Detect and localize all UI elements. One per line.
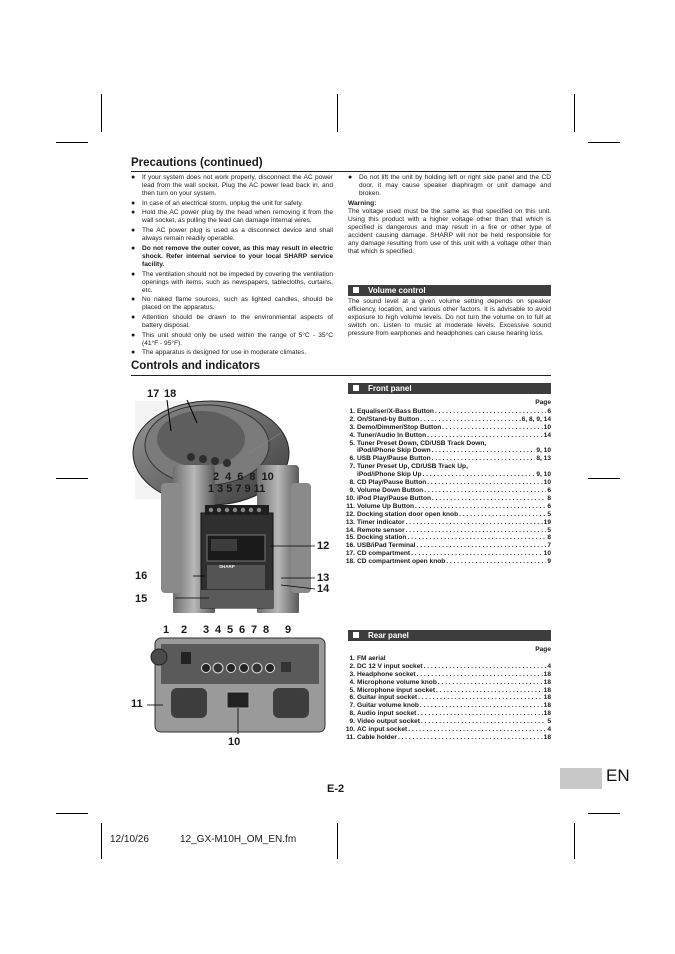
page-number: E-2 (327, 783, 345, 795)
item-number: 8. (349, 479, 355, 487)
language-label: EN (606, 766, 630, 785)
item-page: 4 (547, 726, 551, 734)
square-icon (353, 385, 359, 391)
index-row (341, 527, 551, 535)
item-page: 8, 13 (536, 455, 551, 463)
leader-dots (415, 503, 546, 511)
item-label: Guitar volume knob (357, 702, 419, 710)
diagram-label: 2 (181, 624, 188, 636)
item-label: Docking station (357, 534, 407, 542)
page-column-label: Page (535, 399, 551, 406)
index-row (341, 655, 551, 663)
item-label: Tuner/Audio In Button (357, 431, 427, 439)
diagram-label: 9 (285, 624, 292, 636)
item-number: 4. (349, 431, 355, 439)
item-number: 4. (349, 678, 355, 686)
leader-dots (442, 424, 542, 432)
diagram-label: 11 (253, 483, 266, 495)
item-page: 6 (547, 486, 551, 494)
index-row (341, 416, 551, 424)
item-label: Timer indicator (357, 518, 405, 526)
diagram-label: 5 (226, 483, 236, 495)
index-row (341, 710, 551, 718)
diagram-label: 3 (203, 624, 210, 636)
list-item: ● If your system does not work properly, disconnect the AC power lead from the wall socket. Plug the AC power lead back in, and then turn on your system. (131, 174, 333, 198)
index-row-continuation (341, 447, 551, 455)
item-page: 8 (547, 494, 551, 502)
item-page: 6 (547, 502, 551, 510)
index-row (341, 503, 551, 511)
diagram-label: 15 (135, 593, 148, 605)
brand-logo: SHARP (219, 564, 235, 569)
item-label: AC input socket (357, 726, 408, 734)
item-page: 9, 10 (536, 447, 551, 455)
item-number: 6. (349, 455, 355, 463)
front-panel-bar (348, 383, 551, 394)
item-page: 9, 10 (536, 471, 551, 479)
list-item: ● Hold the AC power plug by the head when removing it from the wall socket, as pulling the lead can damage internal wires. (131, 209, 333, 225)
index-row (341, 463, 551, 471)
precautions-right-column (348, 174, 551, 256)
diagram-label: 1 (163, 624, 170, 636)
volume-control-title: Volume control (368, 286, 426, 295)
item-label: Microphone input socket (357, 686, 436, 694)
leader-dots (432, 495, 546, 503)
item-number: 2. (349, 415, 355, 423)
item-label: Cable holder (357, 733, 397, 741)
leader-dots (421, 718, 546, 726)
leader-dots (459, 511, 546, 519)
item-page: 4 (547, 662, 551, 670)
item-label: Video output socket (357, 718, 420, 726)
item-label: On/Stand-by Button (357, 415, 420, 423)
item-page: 7 (547, 542, 551, 550)
item-label: USB Play/Pause Button (357, 455, 431, 463)
index-row (341, 511, 551, 519)
leader-dots (406, 527, 547, 535)
item-page: 6 (547, 407, 551, 415)
diagram-label: 8 (249, 471, 262, 483)
item-page: 5 (547, 718, 551, 726)
heading-rule (131, 375, 551, 376)
diagram-label: 18 (164, 388, 177, 400)
diagram-label-row (131, 624, 341, 638)
rear-panel-bar (348, 630, 551, 641)
index-row (341, 558, 551, 566)
item-page: 18 (543, 702, 551, 710)
item-number: 6. (349, 694, 355, 702)
diagram-label: 6 (237, 471, 250, 483)
list-item: ● Do not remove the outer cover, as this may result in electric shock. Refer internal service to your local SHARP service facility. (131, 245, 333, 269)
front-panel-index (341, 399, 551, 566)
diagram-label-row (213, 471, 274, 483)
index-row (341, 663, 551, 671)
leader-dots (432, 447, 536, 455)
diagram-label: 14 (317, 583, 330, 595)
item-number: 18. (345, 558, 355, 566)
crop-mark (588, 478, 620, 479)
volume-control-text-block (348, 298, 551, 338)
list-item: ● The ventilation should not be impeded by covering the ventilation openings with items, such as newspapers, tablecloths, curtains, etc. (131, 271, 333, 295)
index-row (341, 534, 551, 542)
leader-dots (432, 455, 536, 463)
front-panel-title: Front panel (368, 384, 412, 393)
item-number: 1. (349, 654, 355, 662)
front-panel-illustration (131, 383, 341, 613)
crop-mark (574, 823, 575, 859)
square-icon (353, 287, 359, 293)
item-page: 18 (543, 710, 551, 718)
diagram-label: 13 (317, 572, 330, 584)
item-label: Remote sensor (357, 526, 405, 534)
item-label: Equaliser/X-Bass Button (357, 407, 434, 415)
diagram-label: 4 (225, 471, 238, 483)
diagram-label: 12 (317, 540, 330, 552)
item-number: 8. (349, 710, 355, 718)
crop-mark (101, 94, 102, 132)
leader-dots (420, 702, 543, 710)
item-page: 9 (547, 558, 551, 566)
item-page: 5 (547, 510, 551, 518)
item-page: 10 (543, 479, 551, 487)
item-page: 18 (543, 733, 551, 741)
section-heading: Precautions (continued) (131, 157, 263, 169)
diagram-label: 4 (215, 624, 222, 636)
diagram-label: 16 (135, 570, 148, 582)
index-row (341, 671, 551, 679)
leader-dots (417, 710, 542, 718)
item-number: 11. (346, 502, 355, 510)
section-heading: Controls and indicators (131, 360, 261, 372)
diagram-label: 9 (244, 483, 254, 495)
index-row (341, 455, 551, 463)
item-number: 7. (349, 463, 355, 471)
leader-dots (418, 694, 543, 702)
rear-panel-figure (131, 622, 341, 752)
diagram-label: 6 (239, 624, 246, 636)
item-label: Docking station door open knob (357, 510, 459, 518)
heading-rule (131, 171, 551, 172)
index-row (341, 424, 551, 432)
item-label: USB/iPad Terminal (357, 542, 416, 550)
leader-dots (422, 471, 535, 479)
index-row (341, 519, 551, 527)
leader-dots (408, 726, 546, 734)
crop-mark (588, 813, 620, 814)
item-number: 5. (349, 686, 355, 694)
diagram-label: 7 (251, 624, 258, 636)
item-page: 8 (547, 534, 551, 542)
item-page: 18 (543, 678, 551, 686)
index-row (341, 679, 551, 687)
leader-dots (424, 487, 546, 495)
item-label: Volume Down Button (357, 486, 424, 494)
item-label: Headphone socket (357, 670, 416, 678)
square-icon (353, 632, 359, 638)
index-row (341, 726, 551, 734)
diagram-label: 2 (213, 471, 226, 483)
leader-dots (417, 542, 547, 550)
diagram-label: 7 (235, 483, 245, 495)
crop-mark (56, 813, 88, 814)
crop-mark (56, 478, 88, 479)
front-panel-figure (131, 383, 341, 613)
diagram-label: 11 (131, 698, 143, 710)
leader-dots (407, 534, 546, 542)
item-number: 1. (349, 407, 355, 415)
item-label: DC 12 V input socket (357, 662, 423, 670)
list-item: ● No naked flame sources, such as lighted candles, should be placed on the apparatus. (131, 296, 333, 312)
warning-text: The voltage used must be the same as that specified on this unit. Using this product with a higher voltage other than that which is specified is dangerous and may result in a fire or other type of accident causing damage. SHARP will not be held responsible for any damage resulting from use of this unit with a voltage other than that which is specified. (348, 207, 551, 256)
item-label: Guitar input socket (357, 694, 418, 702)
item-page: 10 (543, 550, 551, 558)
crop-mark (588, 142, 620, 143)
leader-dots (436, 687, 543, 695)
item-number: 2. (349, 662, 355, 670)
leader-dots (398, 734, 543, 742)
leader-dots (446, 558, 546, 566)
item-label: FM aerial (357, 654, 386, 662)
rear-panel-illustration (131, 622, 341, 752)
item-number: 17. (345, 550, 355, 558)
item-number: 14. (345, 526, 355, 534)
index-row (341, 734, 551, 742)
diagram-label: 8 (263, 624, 270, 636)
language-tab (560, 768, 602, 789)
leader-dots (438, 679, 543, 687)
index-row (341, 495, 551, 503)
leader-dots (427, 479, 542, 487)
index-row (341, 542, 551, 550)
index-row (341, 479, 551, 487)
item-label: Volume Up Button (357, 502, 415, 510)
item-label: iPod Play/Pause Button (357, 494, 432, 502)
list-item: ● Do not lift the unit by holding left or right side panel and the CD door, it may cause speaker diaphragm or unit damage and broken. (348, 174, 551, 198)
list-item: ● This unit should only be used within the range of 5°C - 35°C (41°F - 95°F). (131, 332, 333, 348)
crop-mark (337, 94, 338, 132)
index-row (341, 440, 551, 448)
item-number: 3. (349, 423, 355, 431)
diagram-label: 10 (228, 736, 241, 748)
item-page: 5 (547, 526, 551, 534)
index-row-continuation (341, 471, 551, 479)
item-label: Tuner Preset Up, CD/USB Track Up, (357, 463, 468, 471)
leader-dots (424, 663, 547, 671)
crop-mark (101, 823, 102, 859)
item-number: 15. (345, 534, 355, 542)
index-row (341, 432, 551, 440)
crop-mark (337, 823, 338, 859)
item-page: 6, 8, 9, 14 (521, 415, 551, 423)
item-page: 18 (543, 694, 551, 702)
item-label: CD compartment open knob (357, 558, 446, 566)
index-row (341, 550, 551, 558)
diagram-label-row (208, 483, 265, 495)
item-label: Demo/Dimmer/Stop Button (357, 423, 442, 431)
leader-dots (406, 519, 543, 527)
item-number: 9. (349, 718, 355, 726)
item-page: 18 (543, 686, 551, 694)
diagram-label: 10 (261, 471, 274, 483)
list-item: ● The apparatus is designed for use in moderate climates. (131, 349, 333, 357)
index-row (341, 687, 551, 695)
leader-dots (411, 550, 543, 558)
item-label: CD Play/Pause Button (357, 479, 427, 487)
item-page: 14 (543, 431, 551, 439)
item-number: 10. (345, 726, 355, 734)
leader-dots (435, 408, 546, 416)
item-page: 10 (543, 423, 551, 431)
diagram-label: 17 (147, 388, 160, 400)
item-page: 18 (543, 670, 551, 678)
item-number: 5. (349, 439, 355, 447)
item-number: 13. (345, 518, 355, 526)
item-number: 16. (345, 542, 355, 550)
crop-mark (56, 142, 88, 143)
item-number: 12. (345, 510, 355, 518)
rear-panel-title: Rear panel (368, 631, 409, 640)
warning-title: Warning: (348, 199, 377, 207)
item-number: 7. (349, 702, 355, 710)
leader-dots (427, 432, 543, 440)
item-number: 3. (349, 670, 355, 678)
item-number: 11. (346, 733, 355, 741)
diagram-label: 1 (208, 483, 218, 495)
index-row (341, 694, 551, 702)
leader-dots (420, 416, 520, 424)
list-item: ● Attention should be drawn to the environmental aspects of battery disposal. (131, 314, 333, 330)
footer-filename: 12_GX-M10H_OM_EN.fm (180, 834, 297, 845)
diagram-label: 3 (217, 483, 227, 495)
list-item: ● In case of an electrical storm, unplug the unit for safety. (131, 200, 333, 208)
index-row (341, 487, 551, 495)
index-row (341, 408, 551, 416)
list-item: ● The AC power plug is used as a disconnect device and shall always remain readily operable. (131, 227, 333, 243)
precautions-left-column (131, 174, 333, 359)
item-label-continued: iPod/iPhone Skip Down (357, 447, 431, 455)
item-label: Microphone volume knob (357, 678, 437, 686)
item-number: 9. (349, 486, 355, 494)
item-number: 10. (345, 494, 355, 502)
volume-control-text: The sound level at a given volume setting depends on speaker efficiency, location, and various other factors. It is advisable to avoid exposure to high volume levels. Do not turn the volume on to full at switch on. Listen to music at moderate levels. Excessive sound pressure from earphones and headphones can cause hearing loss. (348, 298, 551, 338)
volume-control-bar (348, 285, 551, 296)
index-row (341, 718, 551, 726)
page-column-label: Page (535, 646, 551, 653)
index-row (341, 702, 551, 710)
item-label: Tuner Preset Down, CD/USB Track Down, (357, 439, 487, 447)
diagram-label: 5 (227, 624, 234, 636)
item-label-continued: iPod/iPhone Skip Up (357, 471, 422, 479)
crop-mark (574, 94, 575, 132)
footer-date: 12/10/26 (110, 834, 149, 845)
leader-dots (417, 671, 543, 679)
item-label: Audio input socket (357, 710, 417, 718)
rear-panel-index (341, 646, 551, 742)
item-page: 19 (543, 518, 551, 526)
item-label: CD compartment (357, 550, 411, 558)
